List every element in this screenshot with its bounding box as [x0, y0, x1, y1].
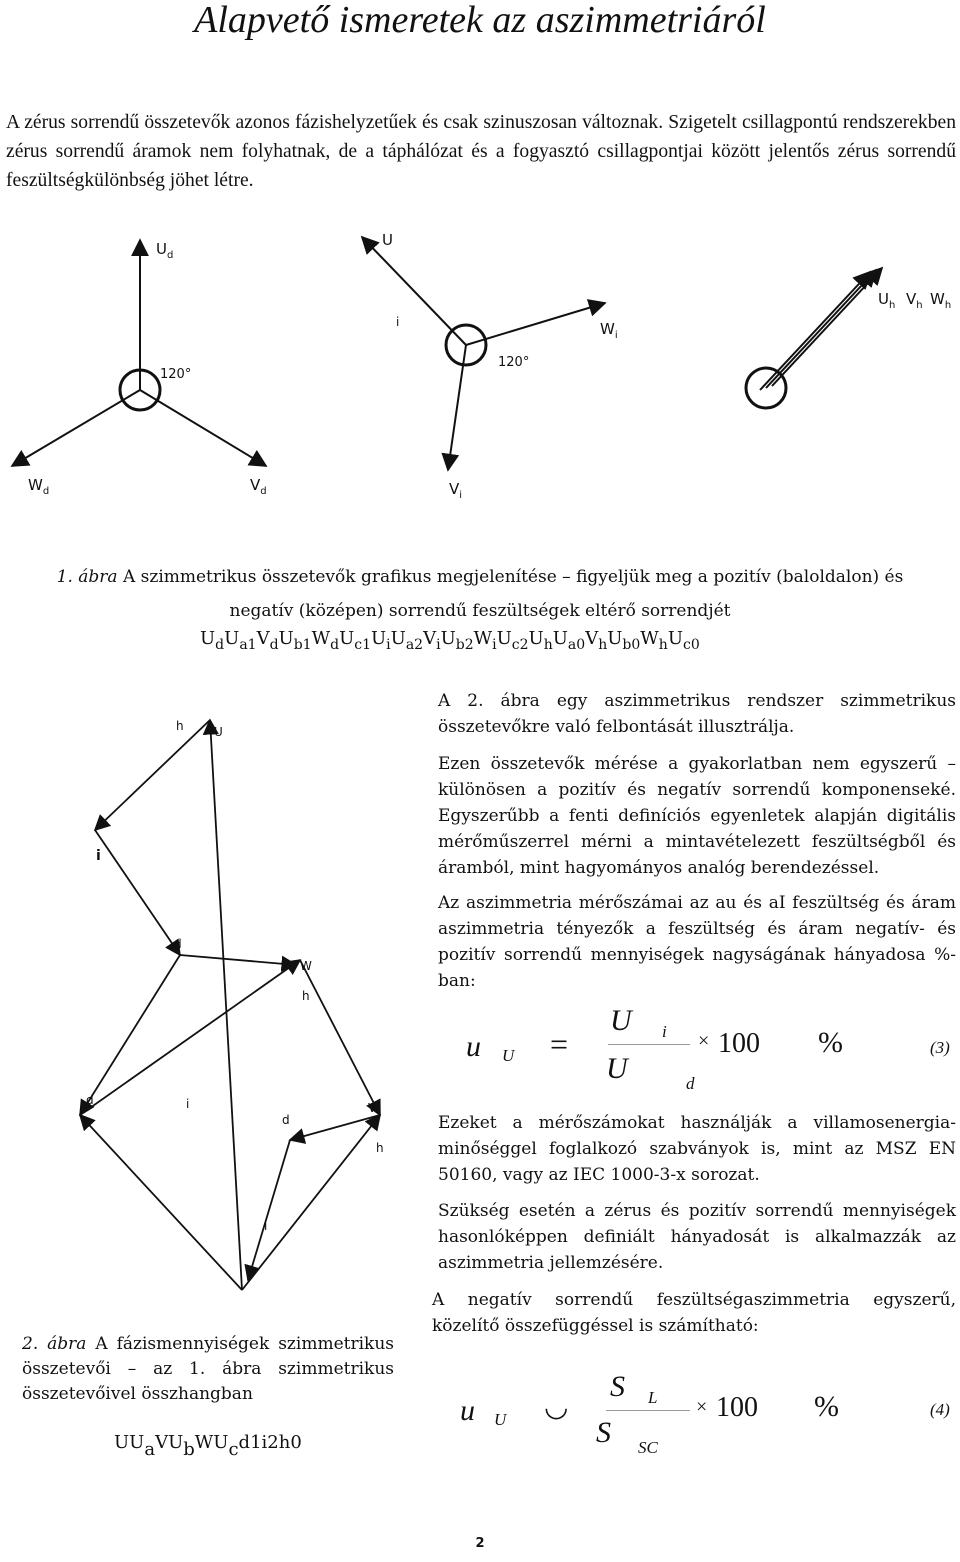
symbol-base: U [440, 628, 456, 649]
fig2-label-i-low: i [186, 1097, 190, 1111]
formula-4: u U ◡ S L S SC × 100 % (4) [460, 1370, 950, 1457]
label-vd: V [250, 476, 261, 494]
paragraph-3: Az aszimmetria mérőszámai az au és aI feszültség és áram aszimmetria tényezők a feszültség és áram negatív- és pozitív sorrendű mennyiségek nagyságának hányadosa %-ban: [438, 893, 956, 991]
figure-2-vector-diagram [0, 0, 420, 1300]
symbol-base: V [256, 628, 270, 649]
svg-text:Vh: $V_h$ [906, 290, 923, 311]
symbol-base: U [371, 628, 387, 649]
label-wh: W [930, 290, 945, 308]
symbol-subscript: a0 [567, 637, 586, 653]
symbol-subscript: b0 [622, 637, 641, 653]
fig2-label-h-top: h [176, 719, 184, 733]
symbol-subscript: d [269, 637, 279, 653]
label-ui: U [382, 231, 393, 249]
label-ud: U [156, 240, 167, 258]
page-title: Alapvető ismeretek az aszimmetriáról [194, 0, 766, 41]
svg-text:Uh: $U_h$ [878, 290, 896, 311]
fraction-bar [608, 1044, 690, 1045]
fig2-label-h-w: h [302, 989, 310, 1003]
label-vh: V [906, 290, 917, 308]
fig2-label-u-top: U [214, 725, 223, 739]
symbol-subscript: h [543, 637, 553, 653]
svg-text:Wi: $W_i$ [600, 320, 618, 341]
symbol-subscript: c0 [682, 637, 700, 653]
symbol-base: U [200, 628, 216, 649]
label-i: i [396, 315, 400, 329]
label-vi: V [449, 480, 460, 498]
symbol-base: U [390, 628, 406, 649]
paragraph-2: Ezen összetevők mérése a gyakorlatban nem egyszerű – különösen a pozitív és negatív sorrendű komponenseké. Egyszerűbb a fenti definíciós egyenletek alapján digitális mérőműszerrel mérni a mintavételezett feszültségből és áramból, mint hagyományos analóg berendezéssel. [438, 754, 956, 878]
fraction-bar [606, 1410, 690, 1411]
symbol-base: U [528, 628, 544, 649]
angle-label-pos: 120° [160, 367, 192, 382]
paragraph-4: Ezeket a mérőszámokat használják a villamosenergia-minőséggel foglalkozó szabványok is, mint az MSZ EN 50160, vagy az IEC 1000-3-x sorozat. [438, 1113, 956, 1185]
symbol-subscript: b1 [293, 637, 312, 653]
symbol-base: U [339, 628, 355, 649]
paragraph-5: Szükség esetén a zérus és pozitív sorrendű mennyiségek hasonlóképpen definiált hányadosát is alkalmazzák az aszimmetria jellemzésére. [438, 1201, 956, 1273]
formula-3: u U = U i U d × 100 % (3) [466, 1004, 950, 1093]
symbol-subscript: a1 [239, 637, 257, 653]
symbol-subscript: d [215, 637, 225, 653]
label-uh: U [878, 290, 889, 308]
fig2-label-d-left: d [86, 1093, 94, 1107]
paragraph-1: A 2. ábra egy aszimmetrikus rendszer szimmetrikus összetevőkre való felbontását illusztrálja. [438, 691, 956, 737]
symbol-base: U [224, 628, 240, 649]
figure-1-number: 1. ábra [56, 567, 118, 587]
symbol-base: V [423, 628, 437, 649]
symbol-base: W [473, 628, 493, 649]
symbol-base: W [311, 628, 331, 649]
fig2-label-w: W [300, 959, 312, 973]
fig2-label-d-v: d [282, 1113, 290, 1127]
intro-paragraph: A zérus sorrendű összetevők azonos fázishelyzetűek és csak szinuszosan változnak. Szigetelt csillagpontú rendszerekben zérus sorrendű áramok nem folyhatnak, de a táphálózat és a fogyasztó csillagpontjai között jelentős zérus sorrendű feszültségkülönbség jöhet létre. [6, 112, 956, 191]
symbol-subscript: h [598, 637, 608, 653]
fig2-label-h-v: h [376, 1141, 384, 1155]
symbol-base: U [552, 628, 568, 649]
fig2-label-v: V [368, 1101, 377, 1115]
label-wi: W [600, 320, 615, 338]
fig2-label-i-left: i [96, 848, 101, 864]
figure-2-number: 2. ábra [22, 1334, 87, 1354]
symbol-base: U [607, 628, 623, 649]
symbol-subscript: c1 [354, 637, 371, 653]
symbol-subscript: c2 [511, 637, 529, 653]
fig2-label-i-bottom: i [264, 1219, 268, 1233]
page-number: 2 [475, 1536, 485, 1551]
symbol-subscript: h [658, 637, 668, 653]
figure-2-caption [22, 1332, 394, 1407]
figure-2-symbols: $UU_aVU_bWU_cd1i2h0$ [114, 1432, 302, 1460]
svg-text:Wh: $W_h$ [930, 290, 952, 311]
symbol-subscript: i [386, 637, 391, 653]
symbol-subscript: i [436, 637, 441, 653]
zero-sequence-phasors [746, 268, 951, 408]
fig2-label-d-mid: d [174, 937, 182, 951]
figure-1-text: A szimmetrikus összetevők grafikus megjelenítése – figyeljük meg a pozitív (baloldalon) és negatív (középen) sorrendű feszültségek eltérő sorrendjét [122, 567, 904, 621]
symbol-subscript: i [492, 637, 497, 653]
angle-label-neg: 120° [498, 355, 530, 370]
symbol-base: W [640, 628, 659, 649]
symbol-subscript: d [330, 637, 340, 653]
svg-text:Vi: $V_i$ [449, 480, 463, 501]
symbol-base: V [585, 628, 599, 649]
symbol-base: U [278, 628, 294, 649]
label-wd: W [28, 476, 43, 494]
svg-text:Ud: $U_d$ [156, 240, 174, 261]
paragraph-6: A negatív sorrendű feszültségaszimmetria egyszerű, közelítő összefüggéssel is számítható: [432, 1290, 956, 1336]
symbol-subscript: b2 [455, 637, 474, 653]
symbol-base: U [496, 628, 512, 649]
svg-text:Wd: $W_d$ [28, 476, 50, 497]
symbol-base: U [667, 628, 683, 649]
svg-text:Vd: $V_d$ [250, 476, 267, 497]
symbol-subscript: a2 [405, 637, 424, 653]
figure-2-text: A fázismennyiségek szimmetrikus összetevői – az 1. ábra szimmetrikus összetevőivel összhangban [22, 1334, 394, 1404]
